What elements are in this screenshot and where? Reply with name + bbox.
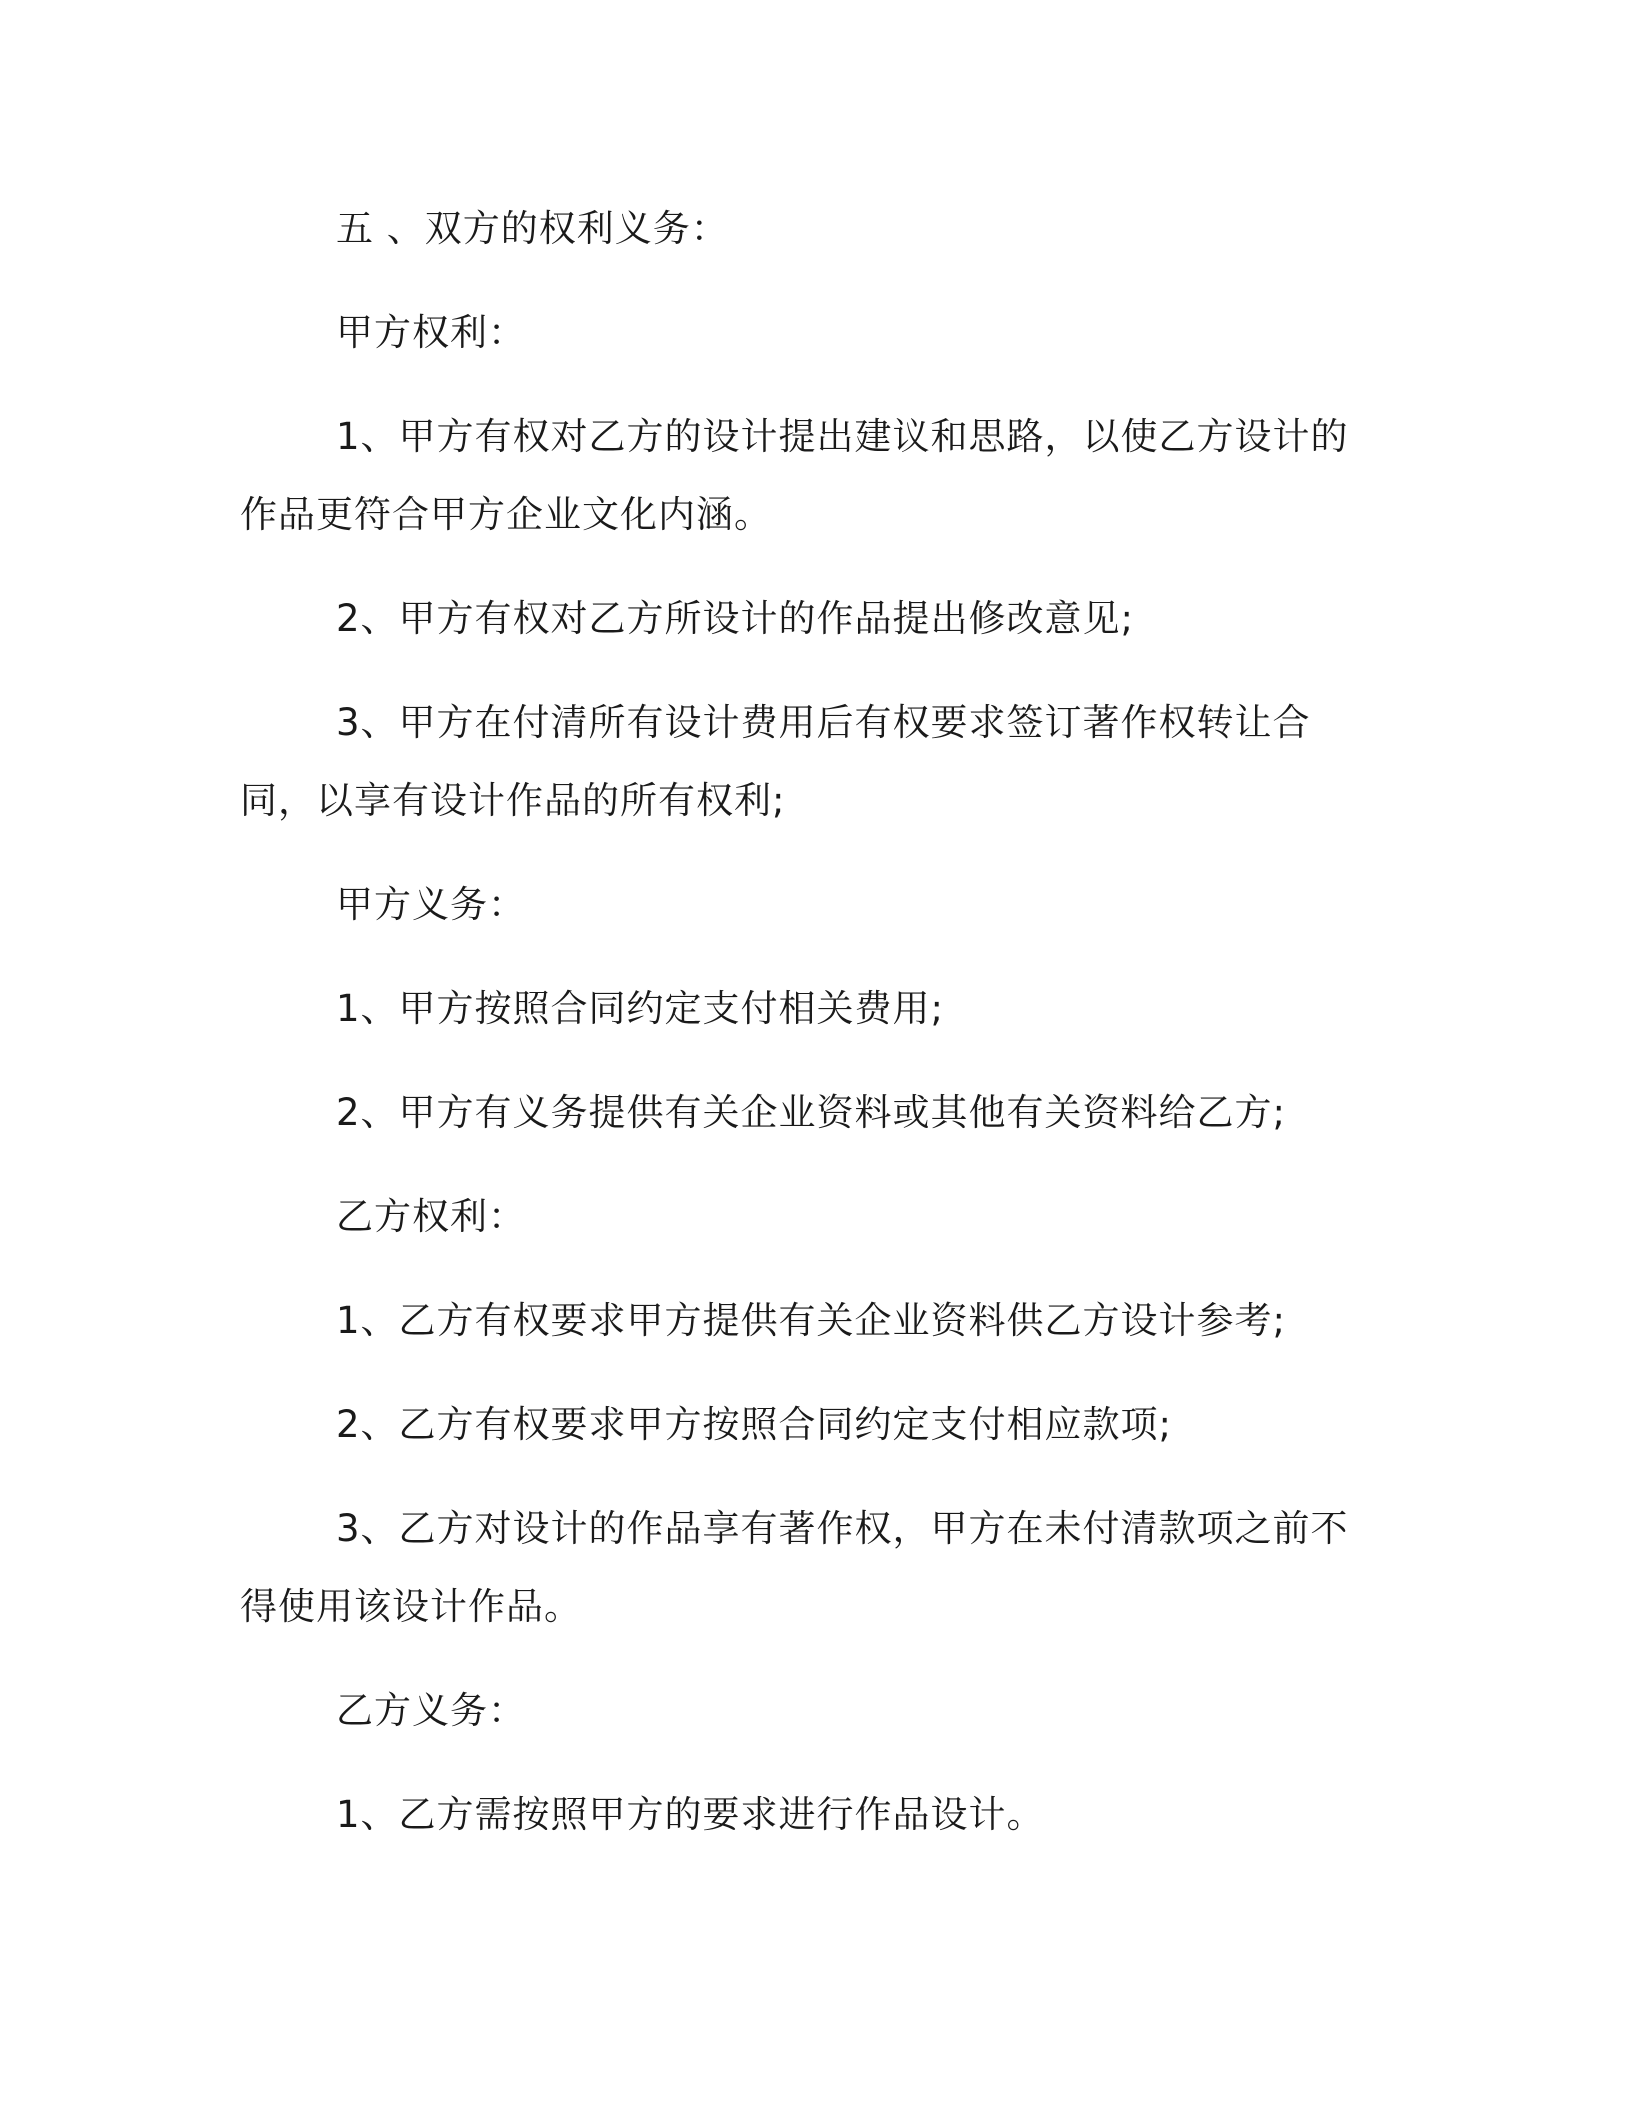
subheading-party-b-obligations: 乙方义务： xyxy=(336,1689,526,1732)
clause-a-obligations-1: 1、甲方按照合同约定支付相关费用; xyxy=(336,987,945,1030)
clause-b-rights-2: 2、乙方有权要求甲方按照合同约定支付相应款项; xyxy=(336,1403,1173,1446)
clause-b-rights-3: 3、乙方对设计的作品享有著作权，甲方在未付清款项之前不得使用该设计作品。 xyxy=(240,1507,1349,1628)
section-heading: 五 、双方的权利义务： xyxy=(336,207,729,250)
subheading-party-a-obligations: 甲方义务： xyxy=(336,883,526,926)
subheading-party-a-rights: 甲方权利： xyxy=(336,311,526,354)
clause-b-obligations-1: 1、乙方需按照甲方的要求进行作品设计。 xyxy=(336,1793,1045,1836)
clause-b-rights-1: 1、乙方有权要求甲方提供有关企业资料供乙方设计参考; xyxy=(336,1299,1287,1342)
clause-a-obligations-2: 2、甲方有义务提供有关企业资料或其他有关资料给乙方; xyxy=(336,1091,1287,1134)
clause-a-rights-2: 2、甲方有权对乙方所设计的作品提出修改意见; xyxy=(336,597,1135,640)
clause-a-rights-1: 1、甲方有权对乙方的设计提出建议和思路，以使乙方设计的作品更符合甲方企业文化内涵。 xyxy=(240,415,1349,536)
document-body xyxy=(240,190,1370,1880)
subheading-party-b-rights: 乙方权利： xyxy=(336,1195,526,1238)
clause-a-rights-3: 3、甲方在付清所有设计费用后有权要求签订著作权转让合同，以享有设计作品的所有权利; xyxy=(240,701,1311,822)
